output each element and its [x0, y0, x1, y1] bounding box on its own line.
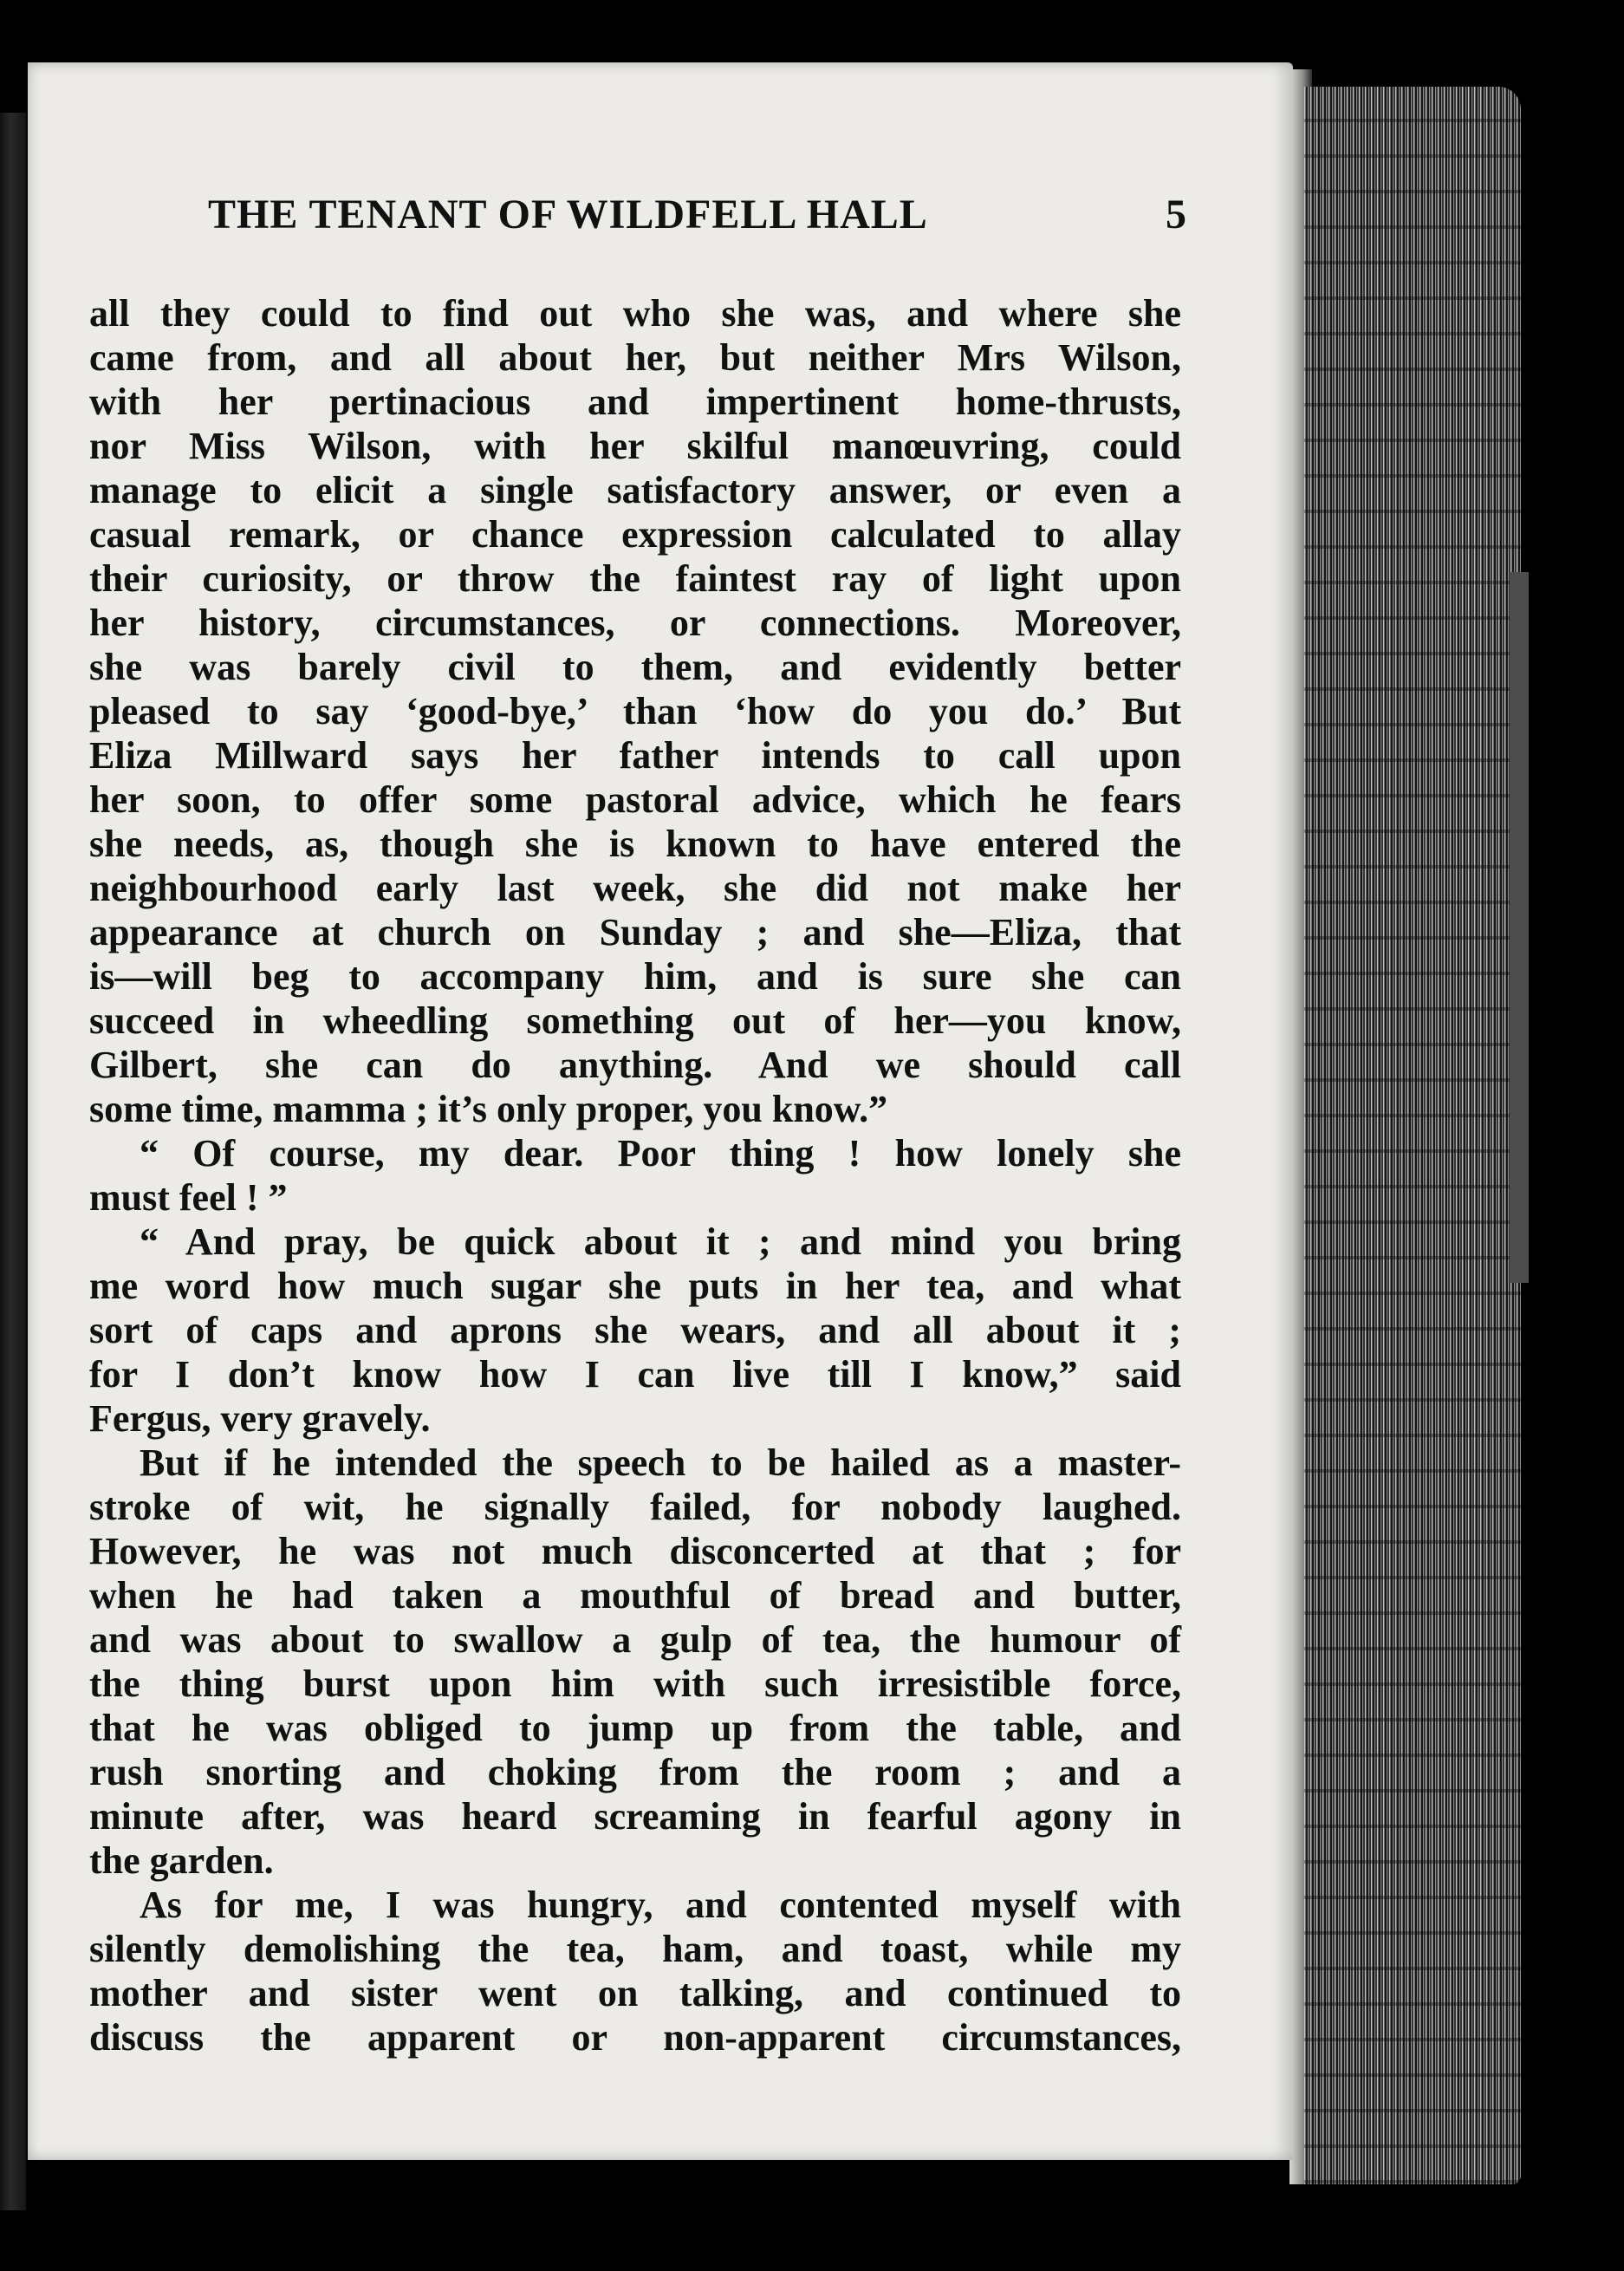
text-line: But if he intended the speech to be hailed as a master-: [140, 1441, 1181, 1484]
page-number: 5: [1166, 192, 1187, 238]
text-line: must feel ! ”: [89, 1176, 288, 1219]
text-line: minute after, was heard screaming in fearful agony in: [89, 1795, 1181, 1838]
text-line: sort of caps and aprons she wears, and all about it ;: [89, 1309, 1181, 1351]
book-fore-edge: [1304, 87, 1521, 2184]
text-line: neighbourhood early last week, she did not make her: [89, 867, 1181, 909]
text-line: for I don’t know how I can live till I know,” said: [89, 1353, 1181, 1396]
text-line: manage to elicit a single satisfactory answer, or even a: [89, 469, 1181, 511]
text-line: “ Of course, my dear. Poor thing ! how lonely she: [140, 1132, 1181, 1175]
text-line: her history, circumstances, or connections. Moreover,: [89, 602, 1181, 644]
text-line: all they could to find out who she was, and where she: [89, 292, 1181, 335]
text-line: “ And pray, be quick about it ; and mind you bring: [140, 1220, 1181, 1263]
text-line: when he had taken a mouthful of bread and butter,: [89, 1574, 1181, 1617]
text-line: Eliza Millward says her father intends to call upon: [89, 734, 1181, 777]
text-line: silently demolishing the tea, ham, and toast, while my: [89, 1928, 1181, 1970]
text-line: her soon, to offer some pastoral advice, which he fears: [89, 778, 1181, 821]
text-line: their curiosity, or throw the faintest ray of light upon: [89, 557, 1181, 600]
text-line: with her pertinacious and impertinent home-thrusts,: [89, 381, 1181, 423]
running-header: [208, 191, 1187, 243]
text-line: nor Miss Wilson, with her skilful manœuvring, could: [89, 425, 1181, 467]
text-line: came from, and all about her, but neither Mrs Wilson,: [89, 336, 1181, 379]
text-line: is—will beg to accompany him, and is sure she can: [89, 955, 1181, 998]
body-text: [89, 291, 1181, 2060]
text-line: and was about to swallow a gulp of tea, the humour of: [89, 1618, 1181, 1661]
text-line: As for me, I was hungry, and contented myself with: [140, 1884, 1181, 1926]
text-line: Fergus, very gravely.: [89, 1397, 431, 1440]
text-line: the garden.: [89, 1839, 274, 1882]
text-line: she was barely civil to them, and evidently better: [89, 646, 1181, 688]
text-line: discuss the apparent or non-apparent circumstances,: [89, 2016, 1181, 2059]
text-line: mother and sister went on talking, and continued to: [89, 1972, 1181, 2014]
text-line: rush snorting and choking from the room ; and a: [89, 1751, 1181, 1793]
text-line: she needs, as, though she is known to have entered the: [89, 823, 1181, 865]
text-line: appearance at church on Sunday ; and she—Eliza, that: [89, 911, 1181, 953]
text-line: me word how much sugar she puts in her tea, and what: [89, 1265, 1181, 1307]
text-line: However, he was not much disconcerted at that ; for: [89, 1530, 1181, 1572]
text-line: succeed in wheedling something out of her—you know,: [89, 999, 1181, 1042]
text-line: some time, mamma ; it’s only proper, you know.”: [89, 1088, 888, 1130]
text-line: Gilbert, she can do anything. And we should call: [89, 1044, 1181, 1086]
text-line: pleased to say ‘good-bye,’ than ‘how do you do.’ But: [89, 690, 1181, 732]
running-title: THE TENANT OF WILDFELL HALL: [208, 192, 928, 238]
text-line: the thing burst upon him with such irresistible force,: [89, 1663, 1181, 1705]
text-line: stroke of wit, he signally failed, for nobody laughed.: [89, 1486, 1181, 1528]
text-line: casual remark, or chance expression calculated to allay: [89, 513, 1181, 556]
binding-edge: [0, 113, 26, 2210]
text-line: that he was obliged to jump up from the table, and: [89, 1707, 1181, 1749]
fore-edge-marker: [1510, 572, 1529, 1283]
